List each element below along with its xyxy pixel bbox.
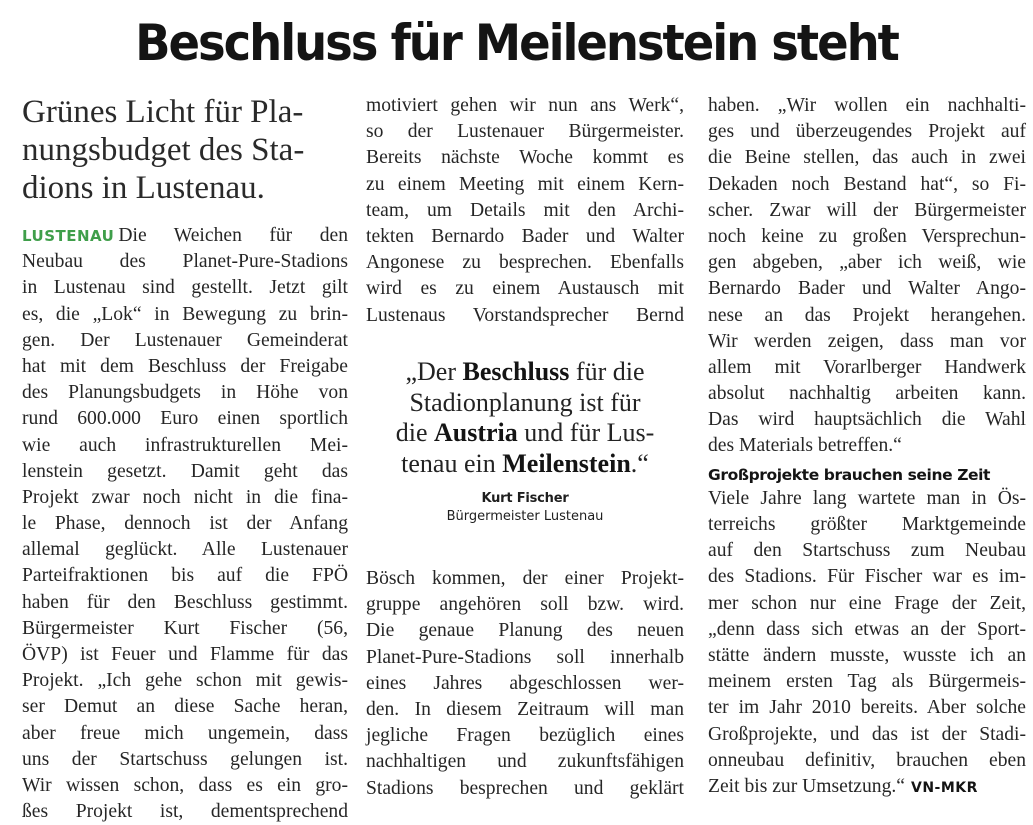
body-line: ßes Projekt ist, dementsprechend <box>22 801 348 823</box>
body-line: Dekaden noch Bestand hat“, so Fi- <box>708 173 1026 195</box>
body-line: tekten Bernardo Bader und Walter <box>366 225 684 247</box>
body-line: motiviert gehen wir nun ans Werk“, <box>366 95 684 116</box>
body-line: haben für den Beschluss gestimmt. <box>22 591 348 613</box>
body-line: Angonese zu besprechen. Ebenfalls <box>366 252 684 274</box>
body-line: eines Jahres abgeschlossen wer- <box>366 672 684 694</box>
body-line: stätte ändern musste, wusste ich an <box>708 644 1026 666</box>
body-line: le Phase, dennoch ist der Anfang <box>22 513 348 535</box>
body-line: terreichs größter Marktgemeinde <box>708 514 1026 535</box>
body-line: Stadions besprechen und geklärt <box>366 777 684 799</box>
body-line: nese an das Projekt herangehen. <box>708 304 1026 326</box>
deck-line: Grünes Licht für Pla- <box>22 94 304 130</box>
article-column-3 <box>708 93 1026 800</box>
body-line: Lustenaus Vorstandsprecher Bernd <box>366 304 684 326</box>
body-text: Die Weichen für den <box>118 225 348 246</box>
body-line <box>708 774 1026 800</box>
body-line: noch keine zu großen Versprechun- <box>708 225 1026 247</box>
byline: VN-MKR <box>910 779 978 796</box>
body-line: des Planungsbudgets in Höhe von <box>22 382 348 404</box>
body-line: ser Demut an diese Sache heran, <box>22 696 348 718</box>
quote-line <box>366 357 684 388</box>
column-3-body <box>708 93 1026 460</box>
body-text: Zeit bis zur Umsetzung.“ <box>708 775 905 797</box>
body-line: gruppe angehören soll bzw. wird. <box>366 594 684 616</box>
body-line: Neubau des Planet-Pure-Stadions <box>22 251 348 273</box>
body-line: ter im Jahr 2010 bereits. Aber solche <box>708 697 1026 719</box>
headline: Beschluss für Meilenstein steht <box>135 14 898 72</box>
quote-author-role: Bürgermeister Lustenau <box>446 509 604 524</box>
quote-line <box>366 418 684 449</box>
body-line: allemal geglückt. Alle Lustenauer <box>22 539 348 561</box>
deck-line: nungsbudget des Sta- <box>22 132 305 168</box>
body-line: Wir wissen schon, dass es ein gro- <box>22 774 348 796</box>
body-line: Die genaue Planung des neuen <box>366 620 684 642</box>
body-line: Bernardo Bader und Walter Ango- <box>708 278 1026 300</box>
body-line: gen abgeben, „aber ich weiß, wie <box>708 252 1026 274</box>
body-line: rund 600.000 Euro einen sportlich <box>22 408 348 430</box>
body-line: haben. „Wir wollen ein nachhalti- <box>708 95 1026 116</box>
body-line: Bösch kommen, der einer Projekt- <box>366 568 684 589</box>
quote-line: Stadionplanung ist für <box>409 387 641 417</box>
body-line: in Lustenau sind gestellt. Jetzt gilt <box>22 277 348 299</box>
body-line: zu einem Meeting mit einem Kern- <box>366 173 684 195</box>
column-3-body-continued <box>708 486 1026 774</box>
body-line: meinem ersten Tag als Bürgermeis- <box>708 671 1026 693</box>
body-line: die Beine stellen, das auch in zwei <box>708 147 1026 169</box>
body-line: Bereits nächste Woche kommt es <box>366 147 684 169</box>
quote-emphasis: Meilenstein <box>502 448 631 478</box>
body-line: wie auch infrastrukturellen Mei- <box>22 434 348 456</box>
body-line: gen. Der Lustenauer Gemeinderat <box>22 329 348 351</box>
quote-text: und für Lus- <box>517 418 655 447</box>
body-line: hat mit dem Beschluss der Freigabe <box>22 355 348 377</box>
subheading: Großprojekte brauchen seine Zeit <box>708 465 991 484</box>
body-line: scher. Zwar will der Bürgermeister <box>708 199 1026 221</box>
deck-line: dions in Lustenau. <box>22 170 265 206</box>
body-line: lenstein gesetzt. Damit geht das <box>22 460 348 482</box>
body-line: Projekt. „Ich gehe schon mit gewis- <box>22 670 348 692</box>
body-line: Projekt zwar noch nicht in die fina- <box>22 486 348 508</box>
body-line: ges und überzeugendes Projekt auf <box>708 121 1026 143</box>
body-line: uns der Startschuss gelungen ist. <box>22 748 348 770</box>
body-line: Bürgermeister Kurt Fischer (56, <box>22 617 348 639</box>
article-column-2-continued <box>366 566 684 802</box>
dateline: LUSTENAU <box>22 227 115 245</box>
body-line: wird es zu einem Austausch mit <box>366 278 684 300</box>
body-line: nachhaltigen und zukunftsfähigen <box>366 751 684 773</box>
body-line: Wir werden zeigen, dass man vor <box>708 330 1026 352</box>
column-1-body <box>22 223 348 825</box>
body-line: Viele Jahre lang wartete man in Ös- <box>708 487 1026 509</box>
quote-text: „Der <box>405 357 463 386</box>
body-line: ÖVP) ist Feuer und Flamme für das <box>22 644 348 665</box>
body-line: Parteifraktionen bis auf die FPÖ <box>22 565 348 587</box>
body-line: jegliche Fragen bezüglich eines <box>366 725 684 747</box>
article-column-1 <box>22 93 348 825</box>
deck <box>22 93 348 207</box>
quote-text: die <box>395 418 434 447</box>
quote-text: für die <box>569 357 645 386</box>
body-line: des Materials betreffen.“ <box>708 435 902 457</box>
body-line: team, um Details mit den Archi- <box>366 199 684 221</box>
body-line: auf den Startschuss zum Neubau <box>708 540 1026 562</box>
body-line: absolut nachhaltig arbeiten kann. <box>708 383 1026 405</box>
quote-emphasis: Austria <box>434 418 518 447</box>
body-line: Planet-Pure-Stadions soll innerhalb <box>366 646 684 668</box>
body-line: mer schon nur eine Frage der Zeit, <box>708 592 1026 614</box>
quote-author: Kurt Fischer <box>481 491 569 506</box>
quote-text: .“ <box>630 448 649 478</box>
body-line: Großprojekte, und das ist der Stadi- <box>708 723 1026 745</box>
article-column-2 <box>366 93 684 329</box>
body-line: es, die „Lok“ in Bewegung zu brin- <box>22 303 348 325</box>
body-line: aber freue mich ungemein, dass <box>22 722 348 744</box>
body-line: onneubau definitiv, brauchen eben <box>708 749 1026 771</box>
body-line: des Stadions. Für Fischer war es im- <box>708 566 1026 588</box>
quote-emphasis: Beschluss <box>462 357 570 386</box>
quote-text: tenau ein <box>401 448 503 478</box>
body-line <box>22 223 348 249</box>
body-line: so der Lustenauer Bürgermeister. <box>366 121 684 143</box>
body-line: „denn dass sich etwas an der Sport- <box>708 618 1026 640</box>
pull-quote <box>366 357 684 524</box>
body-line: Das wird hauptsächlich die Wahl <box>708 409 1026 431</box>
body-line: allem mit Vorarlberger Handwerk <box>708 356 1026 378</box>
quote-line <box>366 449 684 480</box>
body-line: den. In diesem Zeitraum will man <box>366 698 684 720</box>
